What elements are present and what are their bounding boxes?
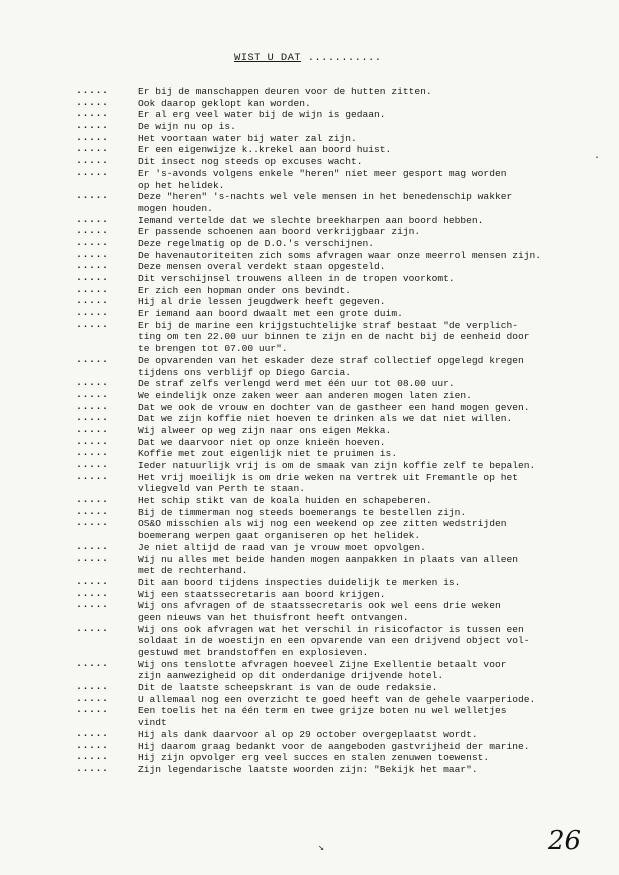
text-line: Deze mensen overal verdekt staan opgesteld. — [138, 261, 386, 273]
entry-text — [138, 320, 608, 355]
bullet-dots: ..... — [76, 167, 109, 179]
list-item — [0, 472, 619, 495]
text-line: Het voortaan water bij water zal zijn. — [138, 132, 357, 144]
entry-text — [138, 238, 608, 250]
entry-text — [138, 425, 608, 437]
list-item — [0, 98, 619, 110]
entry-text — [138, 390, 608, 402]
text-line: Dit insect nog steeds op excuses wacht. — [138, 156, 363, 168]
text-line: Hij zijn opvolger erg veel succes en stalen zenuwen toewenst. — [138, 752, 490, 764]
bullet-dots: ..... — [76, 319, 109, 331]
entry-text — [138, 518, 608, 541]
list-item — [0, 226, 619, 238]
list-item — [0, 413, 619, 425]
text-line: Er zich een hopman onder ons bevindt. — [138, 284, 352, 296]
entry-text — [138, 86, 608, 98]
list-item — [0, 554, 619, 577]
text-line: Hij daarom graag bedankt voor de aangeboden gastvrijheid der marine. — [138, 740, 530, 752]
entry-text — [138, 764, 608, 776]
bullet-dots: ..... — [76, 763, 109, 775]
list-item — [0, 705, 619, 728]
text-line: soldaat in de woestijn en een opvarende van een drijvend object vol- — [138, 635, 530, 647]
bullet-dots: ..... — [76, 658, 109, 670]
text-line: Wij ons tenslotte afvragen hoeveel Zijne Exellentie betaalt voor — [138, 658, 507, 670]
entry-text — [138, 250, 608, 262]
list-item — [0, 542, 619, 554]
entry-text — [138, 752, 608, 764]
text-line: zijn aanwezigheid op dit onderdanige drijvende hotel. — [138, 670, 444, 682]
pen-mark: ↘ — [318, 843, 325, 854]
text-line: vliegveld van Perth te staan. — [138, 483, 305, 495]
text-line: De opvarenden van het eskader deze straf collectief opgelegd kregen — [138, 354, 524, 366]
list-item — [0, 507, 619, 519]
text-line: Er iemand aan boord dwaalt met een grote duim. — [138, 308, 403, 320]
entry-text — [138, 296, 608, 308]
bullet-dots: ..... — [76, 226, 109, 238]
list-item — [0, 191, 619, 214]
text-line: Er bij de marine een krijgstuchtelijke straf bestaat "de verplich- — [138, 319, 518, 331]
text-line: Deze regelmatig op de D.O.'s verschijnen. — [138, 237, 375, 249]
entry-text — [138, 168, 608, 191]
bullet-dots: ..... — [76, 249, 109, 261]
entry-text — [138, 554, 608, 577]
list-item — [0, 752, 619, 764]
list-item — [0, 320, 619, 355]
entry-text — [138, 109, 608, 121]
entry-text — [138, 460, 608, 472]
text-line: Dat we zijn koffie niet hoeven te drinken als we dat niet willen. — [138, 413, 513, 425]
entry-text — [138, 133, 608, 145]
list-item — [0, 144, 619, 156]
bullet-dots: ..... — [76, 132, 109, 144]
bullet-dots: ..... — [76, 752, 109, 764]
title-text: WIST U DAT — [234, 52, 302, 64]
bullet-dots: ..... — [76, 682, 109, 694]
list-item — [0, 296, 619, 308]
list-item — [0, 425, 619, 437]
entry-text — [138, 682, 608, 694]
bullet-dots: ..... — [76, 191, 109, 203]
list-item — [0, 238, 619, 250]
bullet-dots: ..... — [76, 506, 109, 518]
text-line: tijdens ons verblijf op Diego Garcia. — [138, 366, 352, 378]
bullet-dots: ..... — [76, 553, 109, 565]
bullet-dots: ..... — [76, 518, 109, 530]
list-item — [0, 378, 619, 390]
list-item — [0, 437, 619, 449]
list-item — [0, 261, 619, 273]
entry-text — [138, 542, 608, 554]
list-item — [0, 460, 619, 472]
text-line: Dit aan boord tijdens inspecties duidelijk te merken is. — [138, 576, 461, 588]
bullet-dots: ..... — [76, 296, 109, 308]
entry-text — [138, 705, 608, 728]
text-line: De straf zelfs verlengd werd met één uur tot 08.00 uur. — [138, 378, 455, 390]
list-item — [0, 659, 619, 682]
bullet-dots: ..... — [76, 261, 109, 273]
bullet-dots: ..... — [76, 214, 109, 226]
bullet-dots: ..... — [76, 354, 109, 366]
text-line: Ieder natuurlijk vrij is om de smaak van zijn koffie zelf te bepalen. — [138, 460, 536, 471]
bullet-dots: ..... — [76, 97, 109, 109]
text-line: boemerang werpen gaat organiseren op het helidek. — [138, 530, 421, 542]
text-line: ting om ten 22.00 uur binnen te zijn en de nacht bij de eenheid door — [138, 331, 530, 343]
list-item — [0, 308, 619, 320]
text-line: De havenautoriteiten zich soms afvragen waar onze meerrol mensen zijn. — [138, 249, 542, 261]
entry-text — [138, 144, 608, 156]
bullet-dots: ..... — [76, 156, 109, 168]
entry-text — [138, 261, 608, 273]
text-line: Er bij de manschappen deuren voor de hutten zitten. — [138, 86, 432, 97]
entry-text — [138, 273, 608, 285]
text-line: Er 's-avonds volgens enkele "heren" niet meer gesport mag worden — [138, 167, 507, 179]
list-item — [0, 133, 619, 145]
list-item — [0, 741, 619, 753]
entry-text — [138, 378, 608, 390]
bullet-dots: ..... — [76, 378, 109, 390]
list-item — [0, 577, 619, 589]
text-line: Bij de timmerman nog steeds boemerangs te bestellen zijn. — [138, 506, 467, 518]
list-item — [0, 215, 619, 227]
bullet-dots: ..... — [76, 144, 109, 156]
bullet-dots: ..... — [76, 740, 109, 752]
list-item — [0, 682, 619, 694]
bullet-dots: ..... — [76, 448, 109, 460]
text-line: Wij alweer op weg zijn naar ons eigen Mekka. — [138, 424, 392, 436]
list-item — [0, 355, 619, 378]
list-item — [0, 448, 619, 460]
entry-text — [138, 413, 608, 425]
bullet-dots: ..... — [76, 460, 109, 471]
entry-text — [138, 577, 608, 589]
text-line: Koffie met zout eigenlijk niet te pruimen is. — [138, 448, 398, 460]
entry-text — [138, 589, 608, 601]
entry-text — [138, 355, 608, 378]
entry-text — [138, 741, 608, 753]
text-line: Wij ons ook afvragen wat het verschil in risicofactor is tussen een — [138, 623, 524, 635]
text-line: U allemaal nog een overzicht te goed heeft van de gehele vaarperiode. — [138, 693, 536, 705]
title-dots: ........... — [307, 52, 382, 64]
text-line: Er passende schoenen aan boord verkrijgbaar zijn. — [138, 226, 421, 238]
text-line: We eindelijk onze zaken weer aan anderen mogen laten zien. — [138, 389, 472, 401]
bullet-dots: ..... — [76, 273, 109, 284]
text-line: Wij ons afvragen of de staatssecretaris ook wel eens drie weken — [138, 600, 501, 612]
bullet-dots: ..... — [76, 728, 109, 740]
entry-text — [138, 285, 608, 297]
bullet-dots: ..... — [76, 600, 109, 612]
text-line: Iemand vertelde dat we slechte breekharpen aan boord hebben. — [138, 214, 484, 226]
text-line: geen nieuws van het thuisfront heeft ontvangen. — [138, 611, 409, 623]
list-item — [0, 694, 619, 706]
text-line: OS&O misschien als wij nog een weekend op zee zitten wedstrijden — [138, 518, 507, 530]
entry-text — [138, 448, 608, 460]
text-line: Er al erg veel water bij de wijn is gedaan. — [138, 109, 386, 121]
page-title — [234, 52, 381, 64]
list-item — [0, 518, 619, 541]
entry-text — [138, 402, 608, 414]
text-line: vindt — [138, 717, 167, 729]
text-line: gestuwd met brandstoffen en explosieven. — [138, 647, 369, 658]
entry-text — [138, 156, 608, 168]
bullet-dots: ..... — [76, 109, 109, 121]
list-item — [0, 86, 619, 98]
bullet-dots: ..... — [76, 436, 109, 448]
list-item — [0, 109, 619, 121]
entry-text — [138, 624, 608, 659]
text-line: Een toelis het na één term en twee grijze boten nu wel welletjes — [138, 705, 507, 717]
text-line: De wijn nu op is. — [138, 121, 236, 133]
bullet-dots: ..... — [76, 623, 109, 635]
text-line: Wij nu alles met beide handen mogen aanpakken in plaats van alleen — [138, 553, 518, 565]
list-item — [0, 589, 619, 601]
entry-text — [138, 121, 608, 133]
entry-text — [138, 659, 608, 682]
list-item — [0, 168, 619, 191]
bullet-dots: ..... — [76, 389, 109, 401]
bullet-dots: ..... — [76, 495, 109, 507]
bullet-dots: ..... — [76, 424, 109, 436]
entry-text — [138, 472, 608, 495]
entry-text — [138, 226, 608, 238]
entry-text — [138, 694, 608, 706]
entry-text — [138, 600, 608, 623]
list-item — [0, 729, 619, 741]
text-line: Hij al drie lessen jeugdwerk heeft gegeven. — [138, 296, 386, 308]
list-item — [0, 624, 619, 659]
bullet-dots: ..... — [76, 705, 109, 717]
bullet-dots: ..... — [76, 541, 109, 553]
bullet-dots: ..... — [76, 588, 109, 600]
list-item — [0, 285, 619, 297]
text-line: met de rechterhand. — [138, 565, 248, 577]
page-number: 26 — [548, 826, 582, 856]
list-item — [0, 390, 619, 402]
text-line: Het vrij moeilijk is om drie weken na vertrek uit Fremantle op het — [138, 471, 518, 483]
bullet-dots: ..... — [76, 576, 109, 588]
text-line: mogen houden. — [138, 202, 213, 214]
list-item — [0, 402, 619, 414]
list-item — [0, 121, 619, 133]
bullet-dots: ..... — [76, 284, 109, 296]
list-item — [0, 156, 619, 168]
text-line: Dit verschijnsel trouwens alleen in de tropen voorkomt. — [138, 273, 455, 284]
text-line: te brengen tot 07.00 uur". — [138, 343, 288, 355]
list-item — [0, 764, 619, 776]
entry-text — [138, 729, 608, 741]
text-line: Er een eigenwijze k..krekel aan boord huist. — [138, 144, 392, 156]
entry-text — [138, 495, 608, 507]
text-line: op het helidek. — [138, 179, 225, 191]
entry-list — [0, 86, 619, 776]
bullet-dots: ..... — [76, 237, 109, 249]
list-item — [0, 250, 619, 262]
text-line: Dat we daarvoor niet op onze knieën hoeven. — [138, 436, 386, 448]
bullet-dots: ..... — [76, 693, 109, 705]
bullet-dots: ..... — [76, 413, 109, 425]
entry-text — [138, 98, 608, 110]
list-item — [0, 600, 619, 623]
text-line: Dat we ook de vrouw en dochter van de gastheer een hand mogen geven. — [138, 401, 530, 413]
text-line: Ook daarop geklopt kan worden. — [138, 97, 311, 109]
list-item — [0, 495, 619, 507]
text-line: Deze "heren" 's-nachts wel vele mensen in het benedenschip wakker — [138, 191, 513, 203]
entry-text — [138, 215, 608, 227]
entry-text — [138, 507, 608, 519]
entry-text — [138, 191, 608, 214]
bullet-dots: ..... — [76, 86, 109, 97]
pen-mark: · — [594, 153, 601, 164]
entry-text — [138, 437, 608, 449]
text-line: Het schip stikt van de koala huiden en schapeberen. — [138, 495, 432, 507]
bullet-dots: ..... — [76, 401, 109, 413]
text-line: Wij een staatssecretaris aan boord krijgen. — [138, 588, 386, 600]
list-item — [0, 273, 619, 285]
entry-text — [138, 308, 608, 320]
text-line: Hij als dank daarvoor al op 29 october overgeplaatst wordt. — [138, 728, 478, 740]
bullet-dots: ..... — [76, 471, 109, 483]
bullet-dots: ..... — [76, 121, 109, 133]
text-line: Dit de laatste scheepskrant is van de oude redaksie. — [138, 682, 438, 694]
text-line: Je niet altijd de raad van je vrouw moet opvolgen. — [138, 541, 426, 553]
bullet-dots: ..... — [76, 308, 109, 320]
text-line: Zijn legendarische laatste woorden zijn: "Bekijk het maar". — [138, 763, 478, 775]
